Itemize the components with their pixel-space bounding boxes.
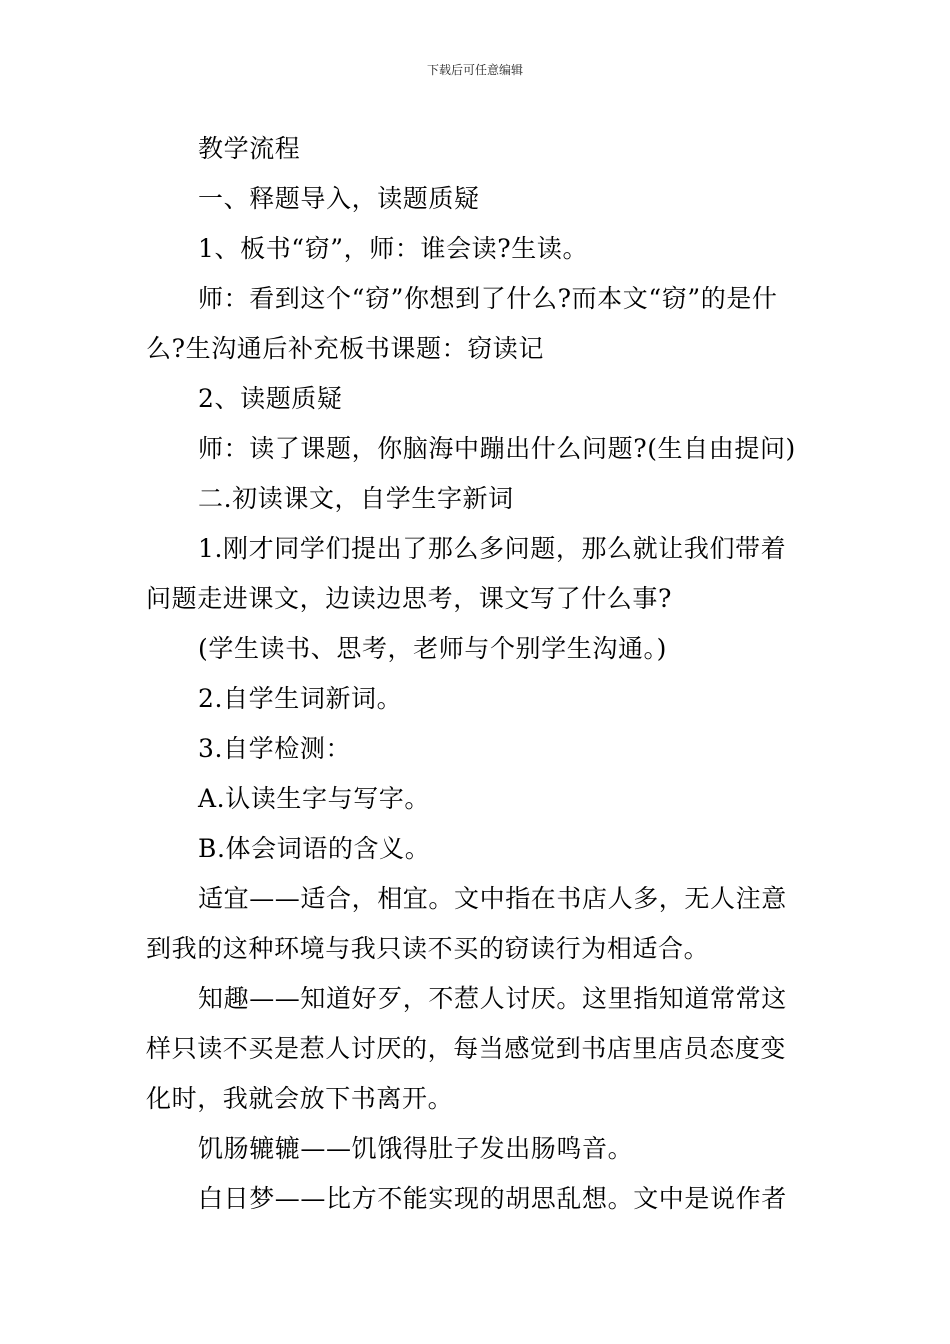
definition-paragraph: 适宜——适合，相宜。文中指在书店人多，无人注意到我的这种环境与我只读不买的窃读行为相适合。: [146, 884, 787, 963]
document-body: [146, 124, 810, 1224]
heading-2: 二.初读课文，自学生字新词: [198, 484, 514, 513]
paragraph: 2.自学生词新词。: [198, 684, 403, 713]
definition-paragraph: 白日梦——比方不能实现的胡思乱想。文中是说作者: [198, 1184, 787, 1213]
section-title: 教学流程: [198, 134, 301, 163]
paragraph: (学生读书、思考，老师与个别学生沟通。): [198, 634, 668, 663]
paragraph: 3.自学检测：: [198, 734, 352, 763]
paragraph: 师：看到这个“窃”你想到了什么?而本文“窃”的是什么?生沟通后补充板书课题：窃读记: [146, 284, 778, 363]
paragraph: 师：读了课题，你脑海中蹦出什么问题?(生自由提问): [198, 434, 796, 463]
paragraph: 2、读题质疑: [198, 384, 343, 413]
paragraph: A.认读生字与写字。: [198, 784, 431, 813]
heading-1: 一、释题导入，读题质疑: [198, 184, 480, 213]
paragraph: 1、板书“窃”，师：谁会读?生读。: [198, 234, 589, 263]
definition-paragraph: 饥肠辘辘——饥饿得肚子发出肠鸣音。: [198, 1134, 634, 1163]
paragraph: B.体会词语的含义。: [198, 834, 431, 863]
paragraph: 1.刚才同学们提出了那么多问题，那么就让我们带着问题走进课文，边读边思考，课文写了什么事?: [146, 534, 787, 613]
page-header: 下载后可任意编辑: [426, 63, 523, 77]
definition-paragraph: 知趣——知道好歹，不惹人讨厌。这里指知道常常这样只读不买是惹人讨厌的，每当感觉到书店里店员态度变化时，我就会放下书离开。: [146, 984, 787, 1113]
